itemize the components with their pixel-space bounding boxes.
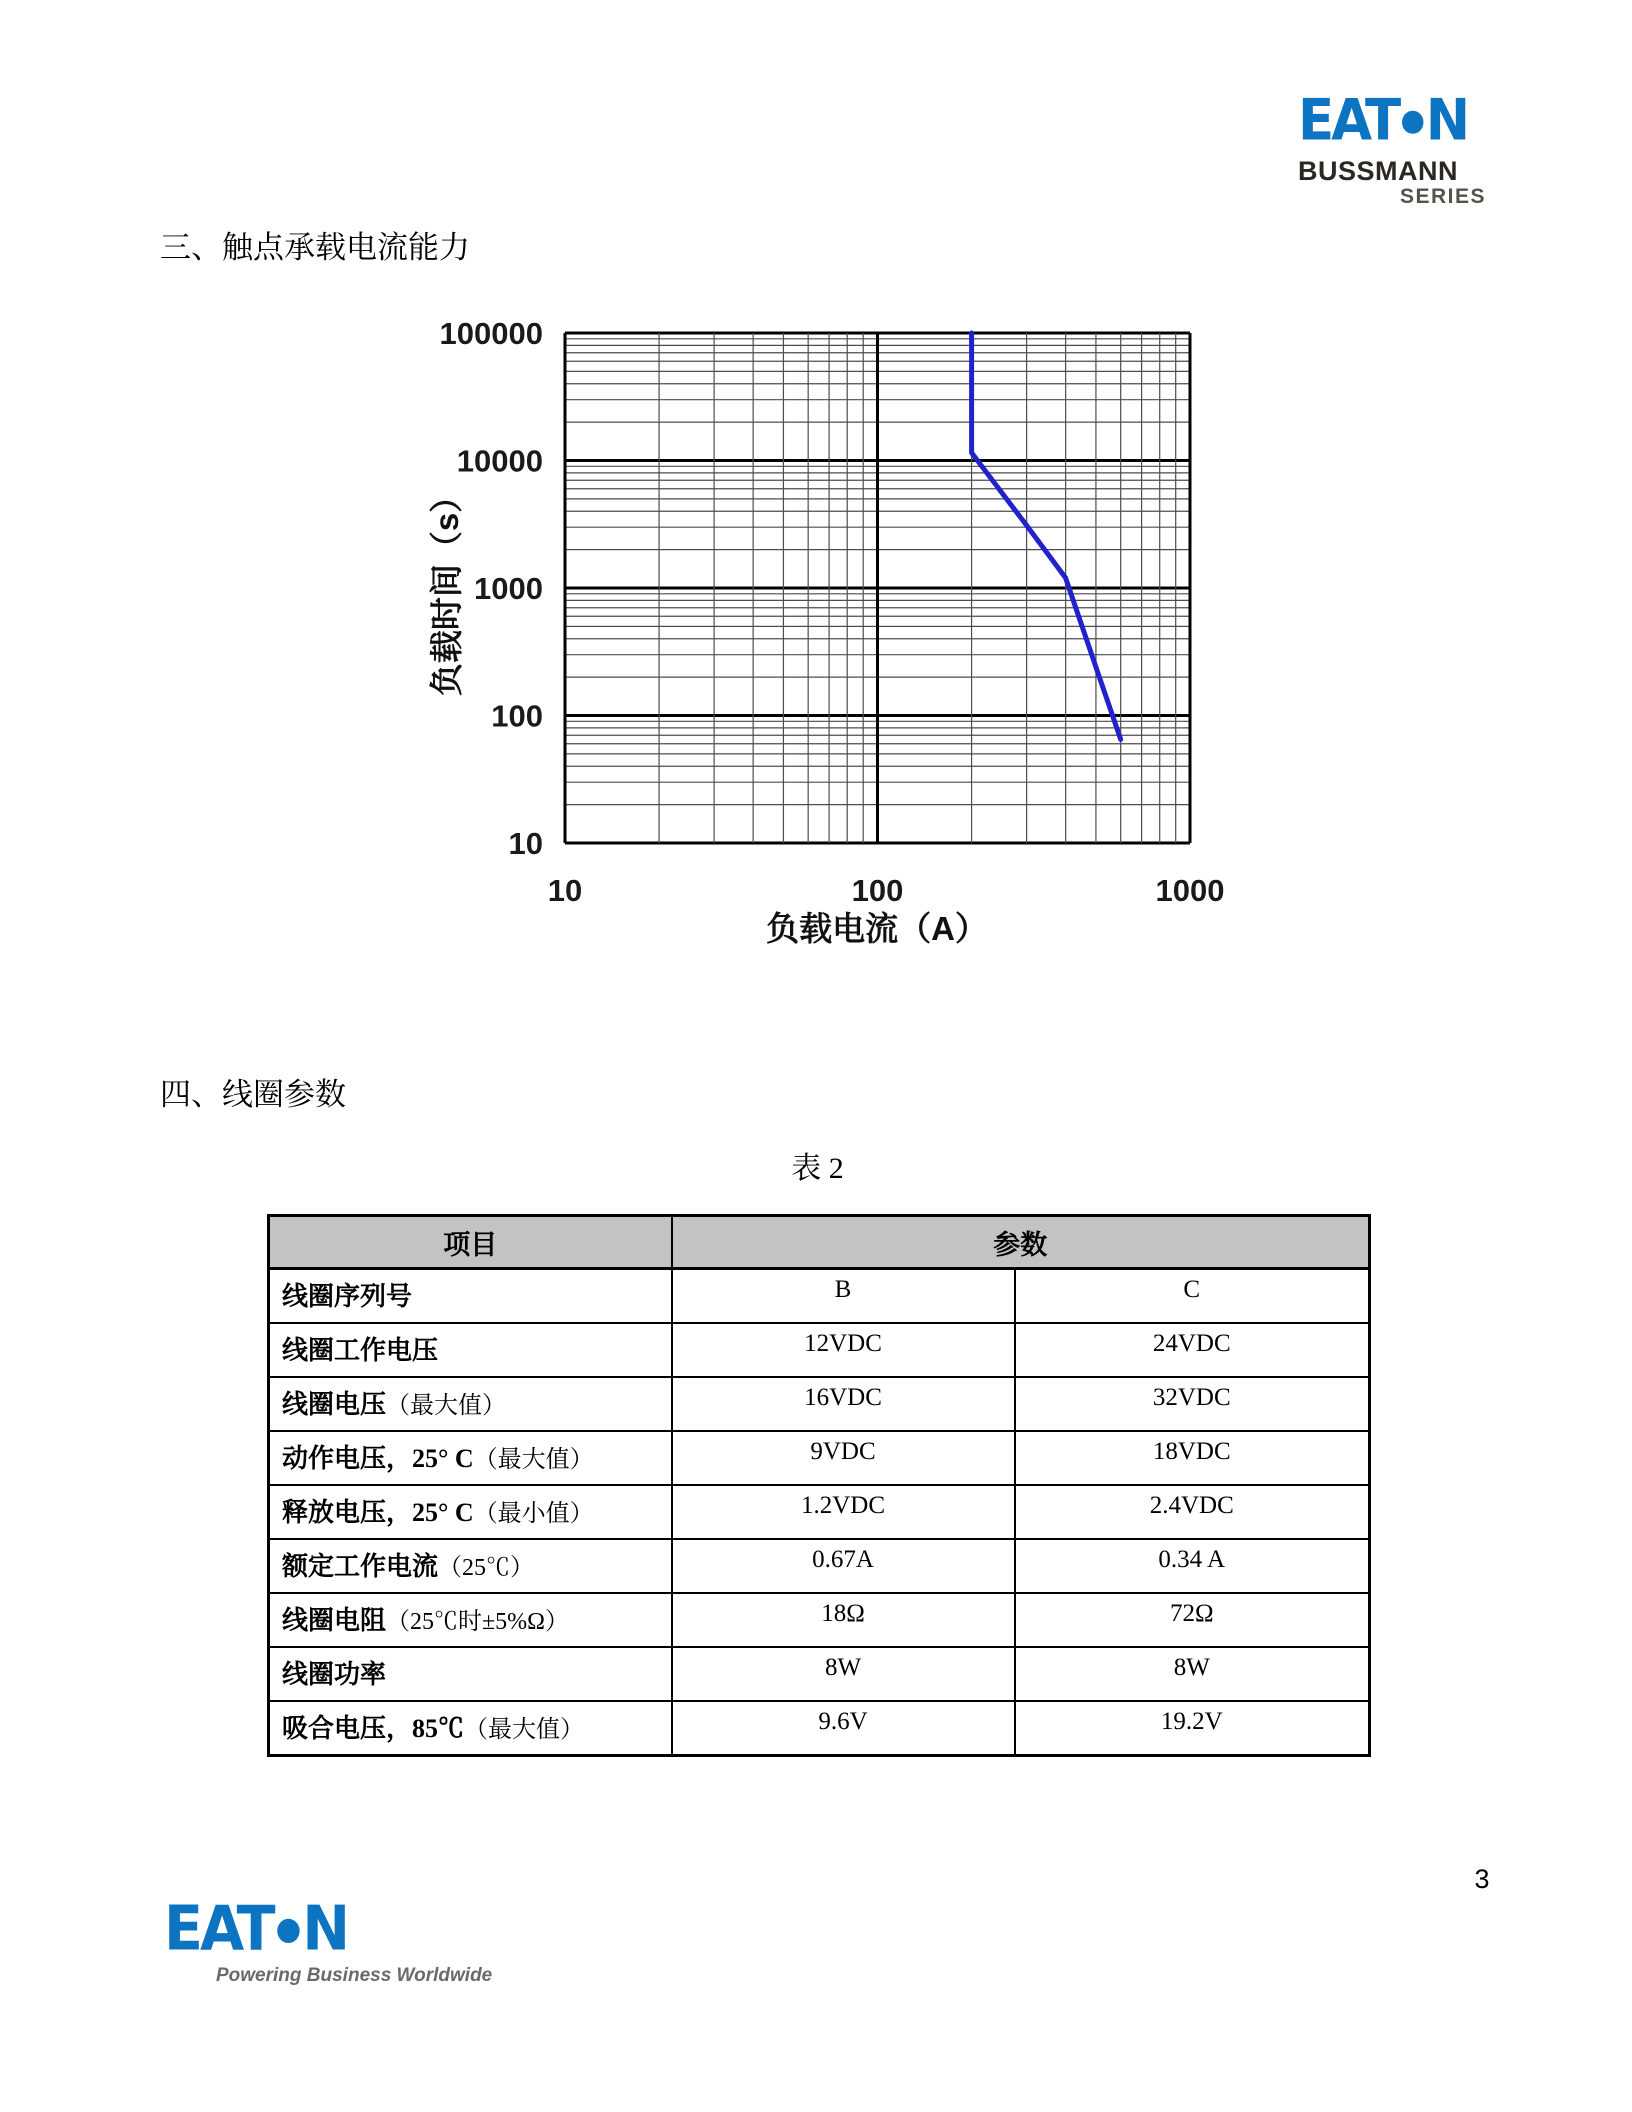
param-value-cell: 18Ω (672, 1593, 1015, 1647)
table-row (269, 1539, 1370, 1593)
tick-label: 100 (851, 873, 904, 908)
table-row (269, 1323, 1370, 1377)
param-value-cell: 24VDC (1015, 1323, 1370, 1377)
coil-parameters-table (267, 1214, 1371, 1757)
param-name-cell: 额定工作电流（25℃） (269, 1539, 672, 1593)
param-value-cell: 12VDC (672, 1323, 1015, 1377)
y-axis-title: 负载时间（s） (428, 479, 465, 697)
table-row (269, 1701, 1370, 1756)
param-value-cell: 8W (672, 1647, 1015, 1701)
eaton-word-suffix: N (1425, 87, 1468, 154)
tick-label: 10 (508, 826, 543, 861)
table-row (269, 1377, 1370, 1431)
eaton-logo-wordmark (1298, 87, 1502, 154)
param-name-cell: 线圈工作电压 (269, 1323, 672, 1377)
table-header-row (269, 1216, 1370, 1269)
tick-label: 1000 (474, 571, 543, 606)
bussmann-label: BUSSMANN (1298, 156, 1459, 186)
param-value-cell: 19.2V (1015, 1701, 1370, 1756)
section-heading-coil-params: 四、线圈参数 (160, 1077, 346, 1112)
param-value-cell: 0.34 A (1015, 1539, 1370, 1593)
tick-label: 1000 (1155, 873, 1225, 908)
eaton-word-prefix: EAT (1298, 87, 1399, 154)
table-row (269, 1593, 1370, 1647)
table-caption: 表 2 (791, 1152, 844, 1185)
param-value-cell: 32VDC (1015, 1377, 1370, 1431)
load-current-time-chart (350, 280, 1250, 980)
eaton-bussmann-logo (1298, 87, 1498, 208)
series-label: SERIES (1399, 185, 1486, 208)
eaton-logo-wordmark (164, 1893, 501, 1965)
param-name-cell: 线圈序列号 (269, 1269, 672, 1324)
load-curve (972, 333, 1121, 739)
tick-label: 100 (491, 698, 543, 734)
eaton-o-dot-icon (1402, 111, 1423, 134)
param-name-cell: 动作电压，25° C（最大值） (269, 1431, 672, 1485)
param-value-cell: 9VDC (672, 1431, 1015, 1485)
param-value-cell: C (1015, 1269, 1370, 1324)
x-axis-title: 负载电流（A） (766, 910, 988, 947)
table-header-params: 参数 (672, 1216, 1370, 1269)
table-header-item: 项目 (269, 1216, 672, 1269)
param-name-cell: 线圈电压（最大值） (269, 1377, 672, 1431)
chart-svg (350, 280, 1250, 980)
table-row (269, 1269, 1370, 1324)
tick-label: 10000 (456, 443, 543, 479)
param-name-cell: 释放电压，25° C（最小值） (269, 1485, 672, 1539)
section-heading-contact-current: 三、触点承载电流能力 (160, 230, 470, 265)
page-number: 3 (1474, 1864, 1490, 1894)
param-name-cell: 吸合电压，85℃（最大值） (269, 1701, 672, 1756)
eaton-o-dot-icon (277, 1919, 300, 1944)
param-name-cell: 线圈功率 (269, 1647, 672, 1701)
param-value-cell: 0.67A (672, 1539, 1015, 1593)
param-value-cell: 9.6V (672, 1701, 1015, 1756)
param-value-cell: 72Ω (1015, 1593, 1370, 1647)
eaton-tagline: Powering Business Worldwide (216, 1965, 493, 1986)
param-value-cell: 2.4VDC (1015, 1485, 1370, 1539)
param-value-cell: 8W (1015, 1647, 1370, 1701)
eaton-footer-logo (164, 1893, 494, 1987)
table-row (269, 1485, 1370, 1539)
param-value-cell: 18VDC (1015, 1431, 1370, 1485)
table-row (269, 1431, 1370, 1485)
eaton-word-prefix: EAT (164, 1893, 273, 1965)
tick-label: 100000 (439, 316, 543, 351)
param-value-cell: 16VDC (672, 1377, 1015, 1431)
eaton-word-suffix: N (302, 1893, 348, 1965)
tick-label: 10 (547, 873, 583, 908)
table-row (269, 1647, 1370, 1701)
param-value-cell: 1.2VDC (672, 1485, 1015, 1539)
param-value-cell: B (672, 1269, 1015, 1324)
param-name-cell: 线圈电阻（25℃时±5%Ω） (269, 1593, 672, 1647)
